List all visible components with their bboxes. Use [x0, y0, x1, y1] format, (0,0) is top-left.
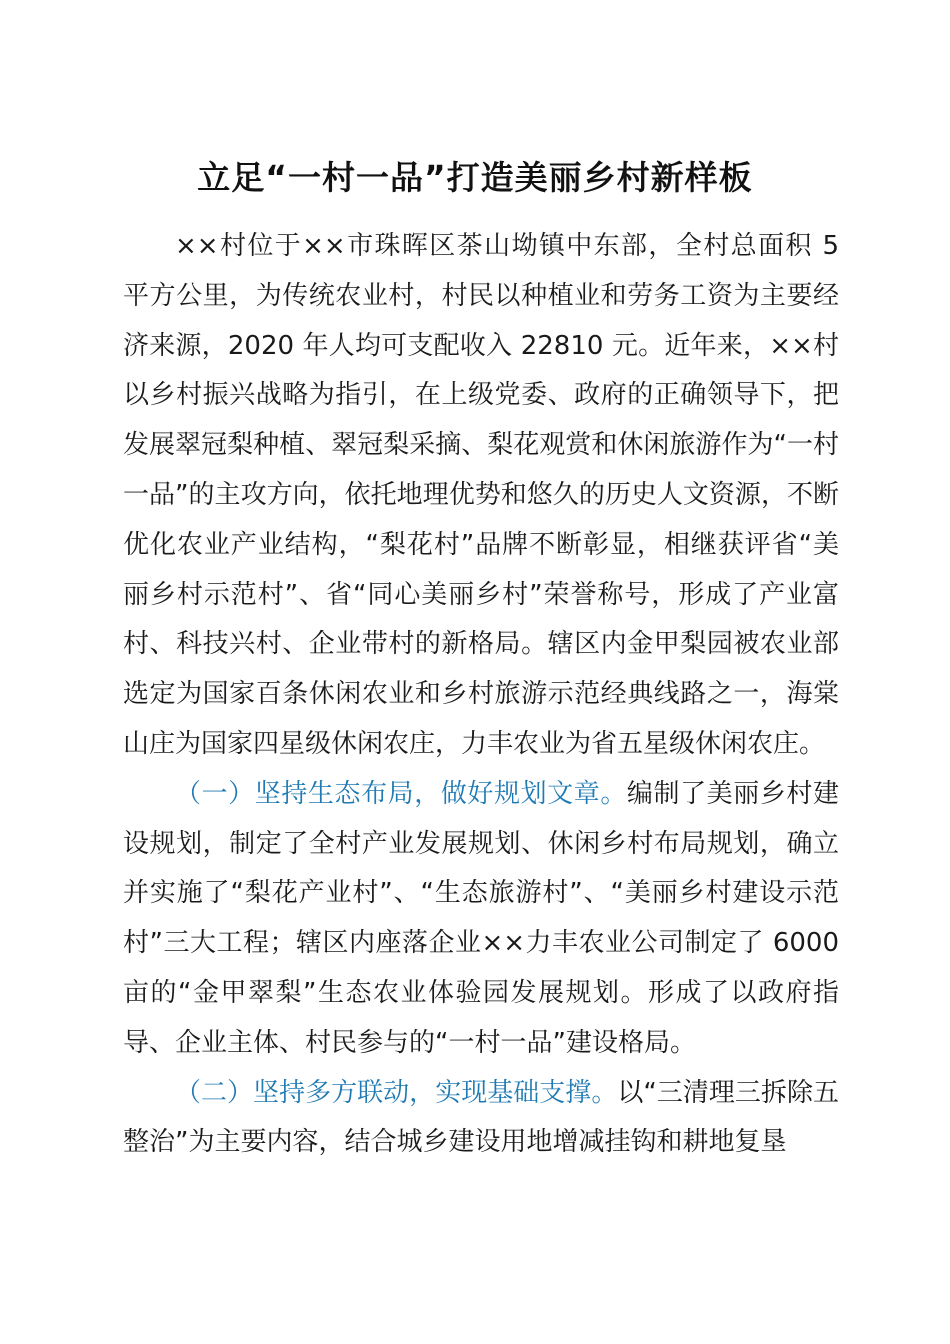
- document-body: [123, 222, 839, 1168]
- section-text-1: 编制了美丽乡村建设规划，制定了全村产业发展规划、休闲乡村布局规划，确立并实施了“梨花产业村”、“生态旅游村”、“美丽乡村建设示范村”三大工程；辖区内座落企业××力丰农业公司制定了 6000 亩的“金甲翠梨”生态农业体验园发展规划。形成了以政府指导、企业主体、村民参与的“一村一品”建设格局。: [123, 778, 839, 1058]
- document-title: 立足“一村一品”打造美丽乡村新样板: [197, 158, 753, 197]
- section-heading-2: （二）坚持多方联动，实现基础支撑。: [175, 1077, 618, 1108]
- section-heading-1: （一）坚持生态布局，做好规划文章。: [175, 778, 627, 809]
- section-paragraph-1: [123, 770, 839, 1069]
- section-paragraph-2: [123, 1069, 839, 1169]
- section-text-2: 以“三清理三拆除五整治”为主要内容，结合城乡建设用地增减挂钩和耕地复垦: [123, 1077, 839, 1158]
- intro-paragraph: ××村位于××市珠晖区茶山坳镇中东部，全村总面积 5 平方公里，为传统农业村，村民以种植业和劳务工资为主要经济来源，2020 年人均可支配收入 22810 元。近年来，××村以乡村振兴战略为指引，在上级党委、政府的正确领导下，把发展翠冠梨种植、翠冠梨采摘、梨花观赏和休闲旅游作为“一村一品”的主攻方向，依托地理优势和悠久的历史人文资源，不断优化农业产业结构，“梨花村”品牌不断彰显，相继获评省“美丽乡村示范村”、省“同心美丽乡村”荣誉称号，形成了产业富村、科技兴村、企业带村的新格局。辖区内金甲梨园被农业部选定为国家百条休闲农业和乡村旅游示范经典线路之一，海棠山庄为国家四星级休闲农庄，力丰农业为省五星级休闲农庄。: [123, 231, 839, 759]
